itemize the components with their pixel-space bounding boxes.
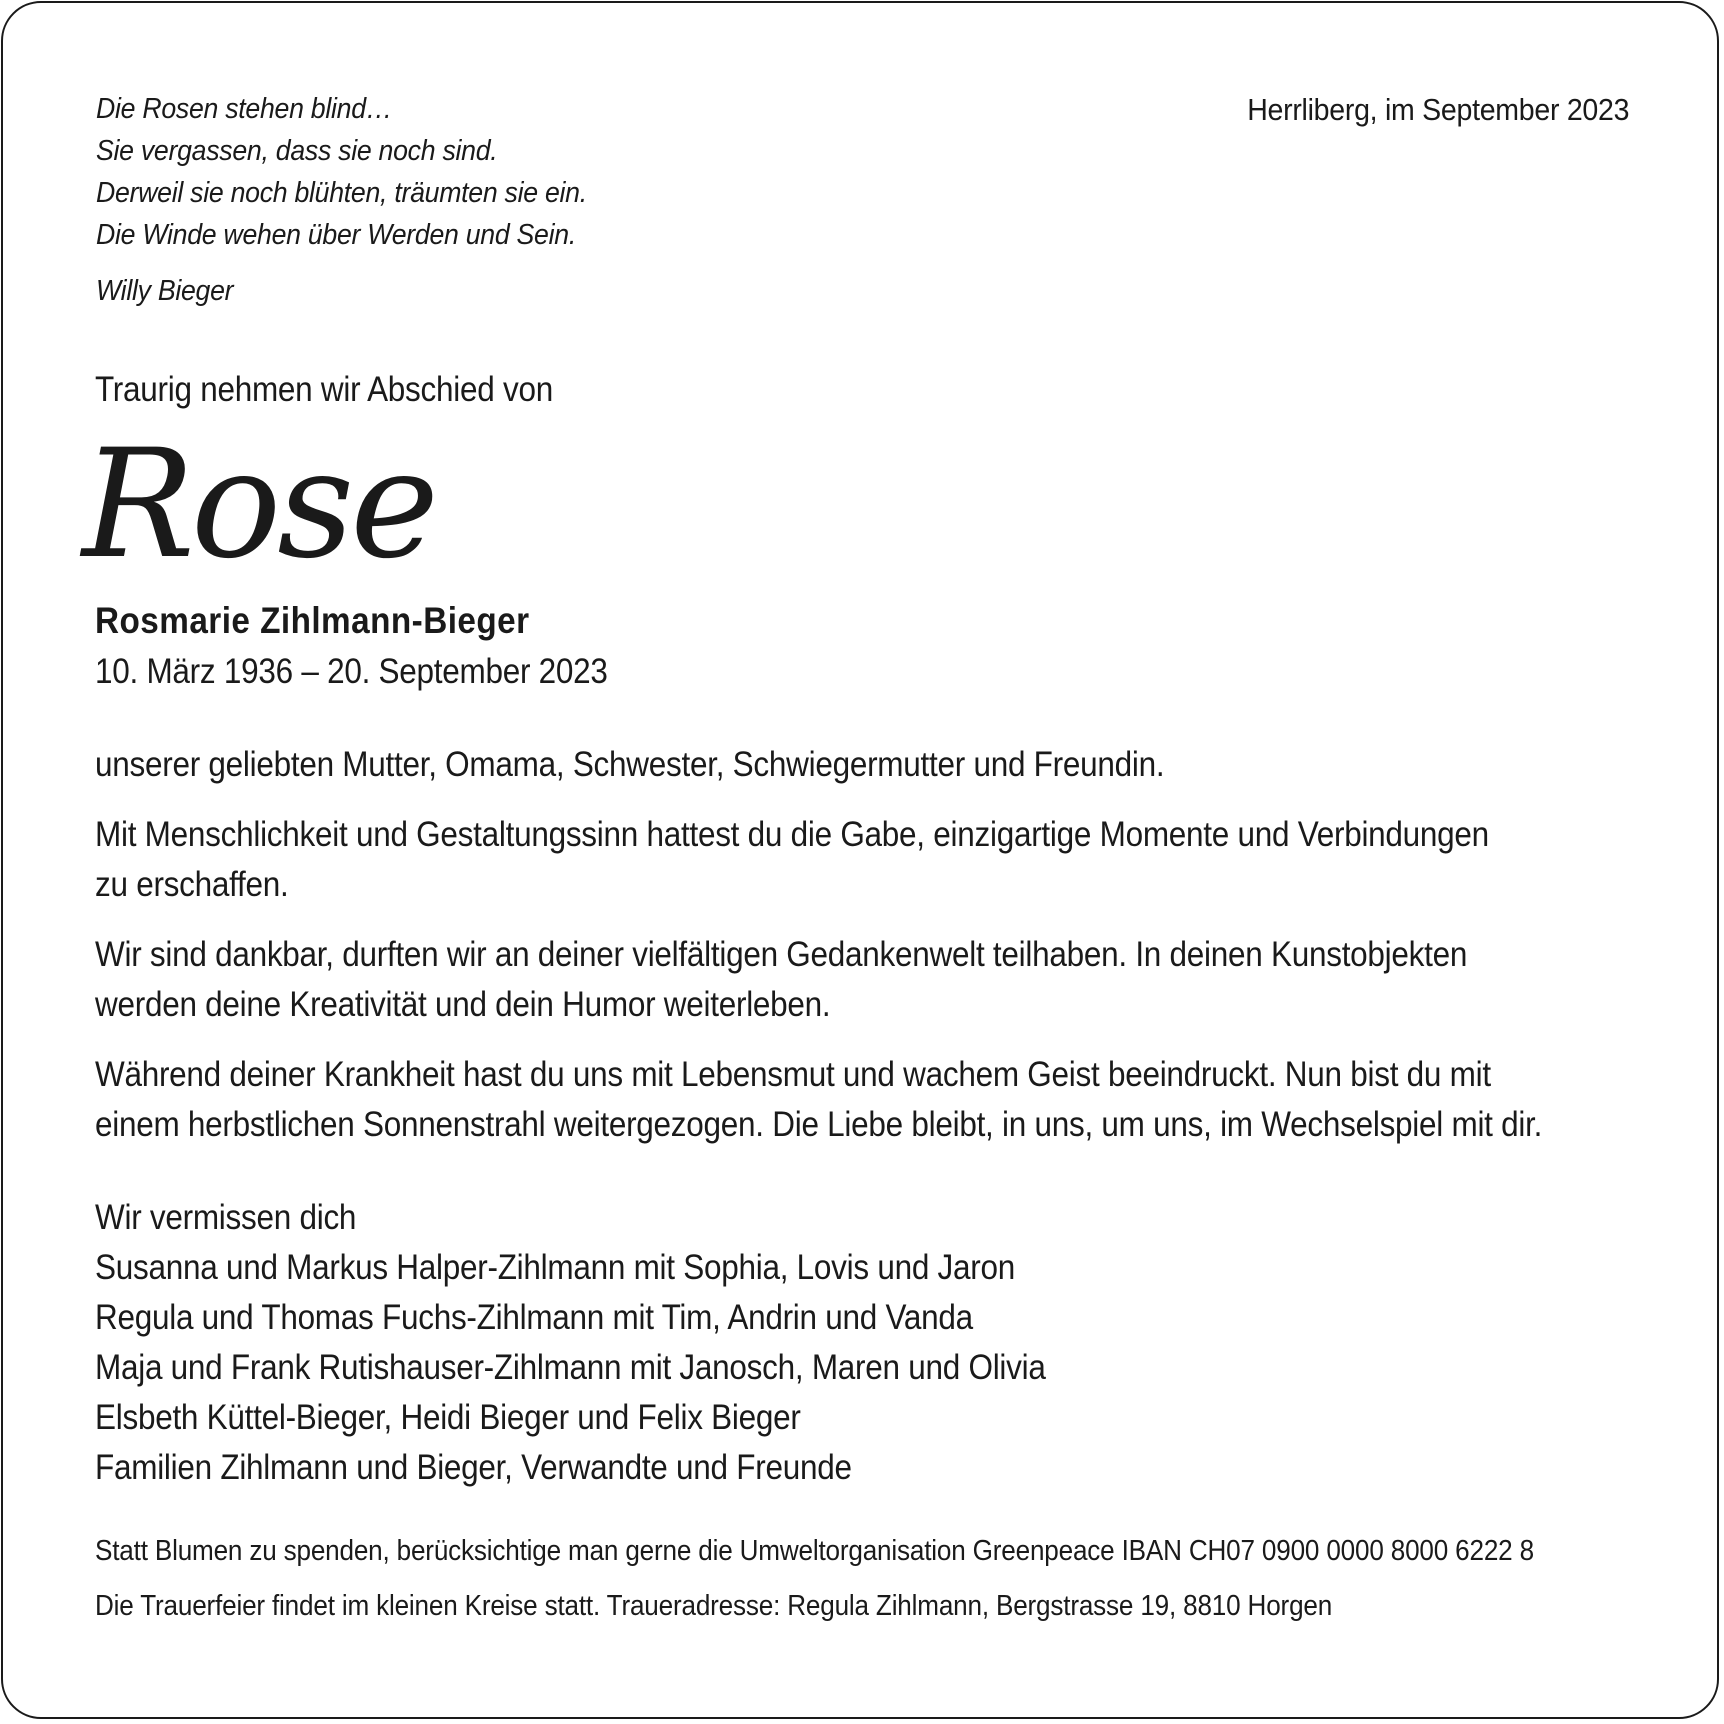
place-date: Herrliberg, im September 2023 [1247,92,1629,127]
full-name: Rosmarie Zihlmann-Bieger [95,600,530,641]
paragraph-2-line-2: zu erschaffen. [95,865,289,904]
paragraph-4-line-1: Während deiner Krankheit hast du uns mit Lebensmut und wachem Geist beeindruckt. Nun bist du mit [95,1055,1491,1094]
poem-line-1: Die Rosen stehen blind… [96,93,393,125]
poem-author: Willy Bieger [96,275,234,307]
donation-note: Statt Blumen zu spenden, berücksichtige man gerne die Umweltorganisation Greenpeace IBAN CH07 0900 0000 8000 6222 8 [95,1535,1534,1567]
ceremony-note: Die Trauerfeier findet im kleinen Kreise statt. Traueradresse: Regula Zihlmann, Bergstrasse 19, 8810 Horgen [95,1590,1333,1622]
intro-text: Traurig nehmen wir Abschied von [95,370,553,409]
poem-line-3: Derweil sie noch blühten, träumten sie ein. [96,177,587,209]
mourner-line: Maja und Frank Rutishauser-Zihlmann mit Janosch, Maren und Olivia [95,1348,1046,1387]
poem-line-2: Sie vergassen, dass sie noch sind. [96,135,498,167]
mourner-line: Regula und Thomas Fuchs-Zihlmann mit Tim, Andrin und Vanda [95,1298,973,1337]
paragraph-2-line-1: Mit Menschlichkeit und Gestaltungssinn hattest du die Gabe, einzigartige Momente und Verbindungen [95,815,1489,854]
mourner-line: Familien Zihlmann und Bieger, Verwandte und Freunde [95,1448,852,1487]
poem-line-4: Die Winde wehen über Werden und Sein. [96,219,576,251]
paragraph-3-line-1: Wir sind dankbar, durften wir an deiner vielfältigen Gedankenwelt teilhaben. In deinen Kunstobjekten [95,935,1468,974]
mourners-heading: Wir vermissen dich [95,1198,357,1237]
mourner-line: Susanna und Markus Halper-Zihlmann mit Sophia, Lovis und Jaron [95,1248,1016,1287]
paragraph-4-line-2: einem herbstlichen Sonnenstrahl weitergezogen. Die Liebe bleibt, in uns, um uns, im Wechselspiel mit dir. [95,1105,1543,1144]
paragraph-3-line-2: werden deine Kreativität und dein Humor weiterleben. [95,985,831,1024]
script-name: Rose [82,418,435,592]
life-dates: 10. März 1936 – 20. September 2023 [95,652,608,691]
mourner-line: Elsbeth Küttel-Bieger, Heidi Bieger und Felix Bieger [95,1398,801,1437]
paragraph-1: unserer geliebten Mutter, Omama, Schwester, Schwiegermutter und Freundin. [95,745,1165,784]
